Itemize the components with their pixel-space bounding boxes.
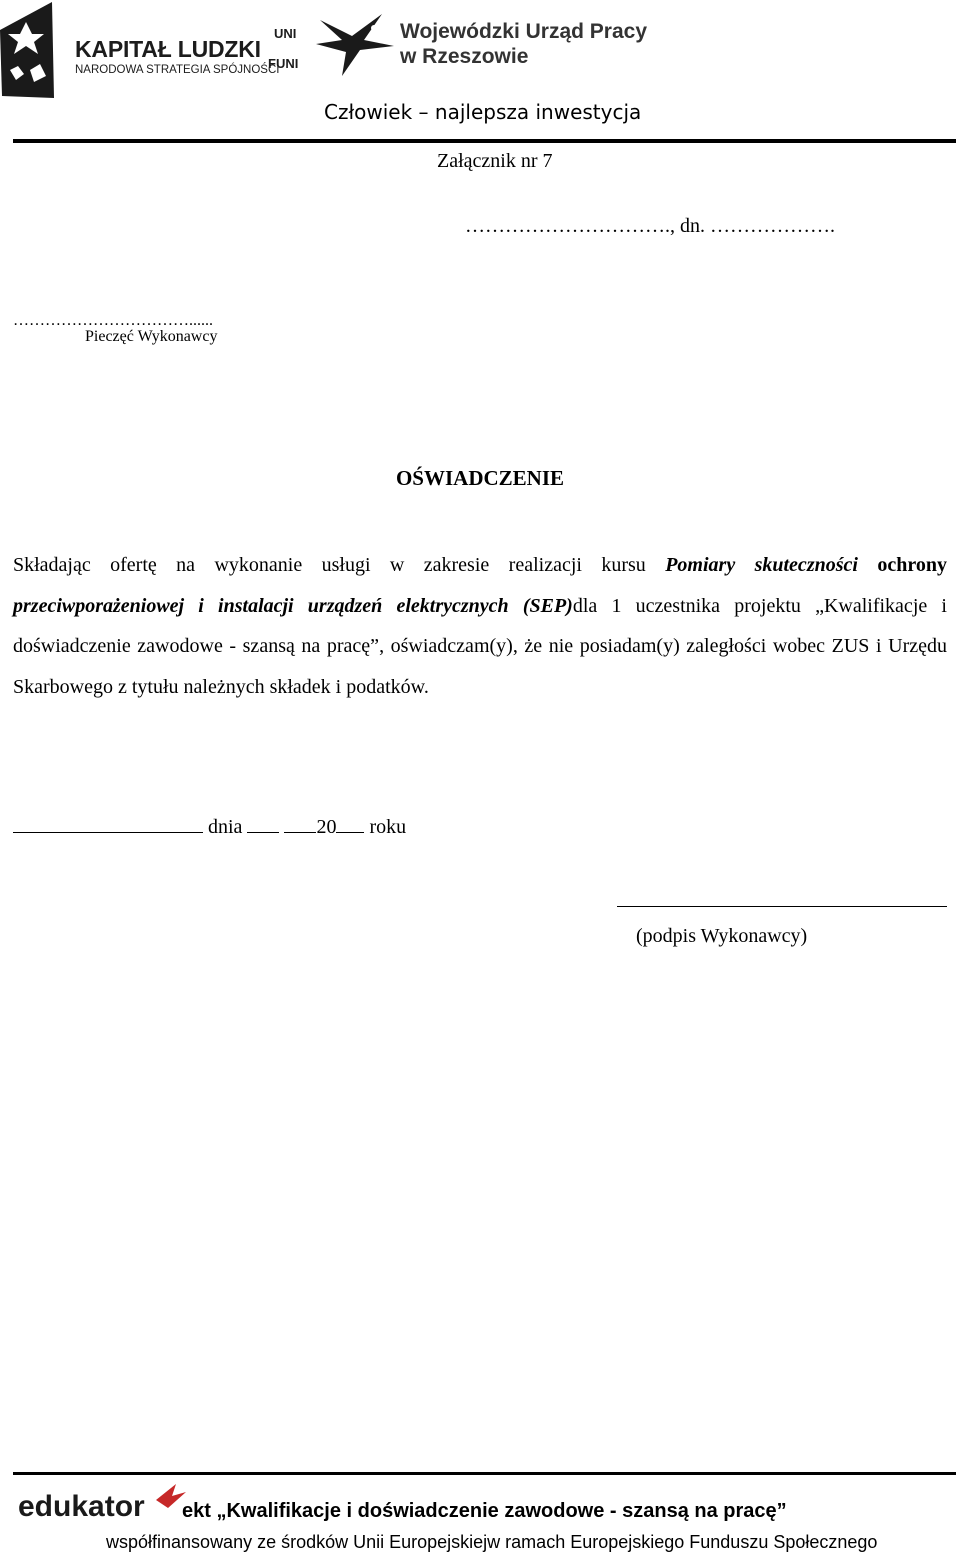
place-date-line: …………………………., dn. ………………. [465, 215, 835, 237]
course-name-italic: Pomiary skuteczności [665, 554, 858, 576]
document-title: OŚWIADCZENIE [395, 466, 565, 490]
declaration-paragraph [13, 545, 947, 707]
wup-name-line1: Wojewódzki Urząd Pracy [400, 20, 648, 43]
seal-label: Pieczęć Wykonawcy [85, 328, 218, 345]
course-name-italic-2: przeciwporażeniowej i instalacji urządzeń elektrycznych (SEP) [13, 594, 573, 617]
year-prefix: 20 [316, 816, 337, 838]
paragraph-text-end: dla 1 uczestnika projektu „Kwalifikacje i doświadczenie zawodowe - szansą na pracę”, oświadczam(y), że nie posiadam(y) zaległości wobec ZUS i Urzędu Skarbowego z tytułu należnych składek i podatków. [13, 594, 947, 698]
signature-label: (podpis Wykonawcy) [636, 925, 808, 947]
day-blank [247, 814, 279, 833]
footer-project-line: ekt „Kwalifikacje i doświadczenie zawodowe - szansą na pracę” [182, 1500, 787, 1522]
signature-line [617, 906, 947, 907]
edukator-logo-text: edukator [18, 1490, 145, 1523]
footer-divider [13, 1472, 956, 1475]
kapital-ludzki-logo-icon [0, 0, 60, 100]
date-word-dnia: dnia [208, 816, 243, 838]
paragraph-text-start: Składając ofertę na wykonanie usługi w zakresie realizacji kursu [13, 554, 666, 576]
seal-dotted-line: ……………………………...... [13, 312, 213, 329]
year-blank [336, 814, 364, 833]
place-blank [13, 814, 203, 833]
header-divider [13, 139, 956, 143]
header-slogan: Człowiek – najlepsza inwestycja [324, 100, 642, 124]
edukator-logo-icon [18, 1478, 193, 1526]
month-blank [284, 814, 316, 833]
attachment-number: Załącznik nr 7 [437, 150, 553, 172]
kapital-ludzki-subtitle: NARODOWA STRATEGIA SPÓJNOŚCI [75, 64, 280, 76]
course-name-bold: ochrony [857, 554, 947, 576]
eu-logo-text-line2: FUNI [268, 56, 299, 71]
kapital-ludzki-title: KAPITAŁ LUDZKI [75, 36, 261, 62]
date-word-roku: roku [369, 816, 407, 838]
footer-funding-line: współfinansowany ze środków Unii Europejskiejw ramach Europejskiego Funduszu Społecznego [106, 1532, 878, 1552]
wup-name-line2: w Rzeszowie [400, 45, 529, 68]
wup-bird-logo-icon [312, 10, 397, 80]
eu-logo-text-line1: UNI [274, 26, 297, 41]
date-form-line [13, 814, 406, 839]
